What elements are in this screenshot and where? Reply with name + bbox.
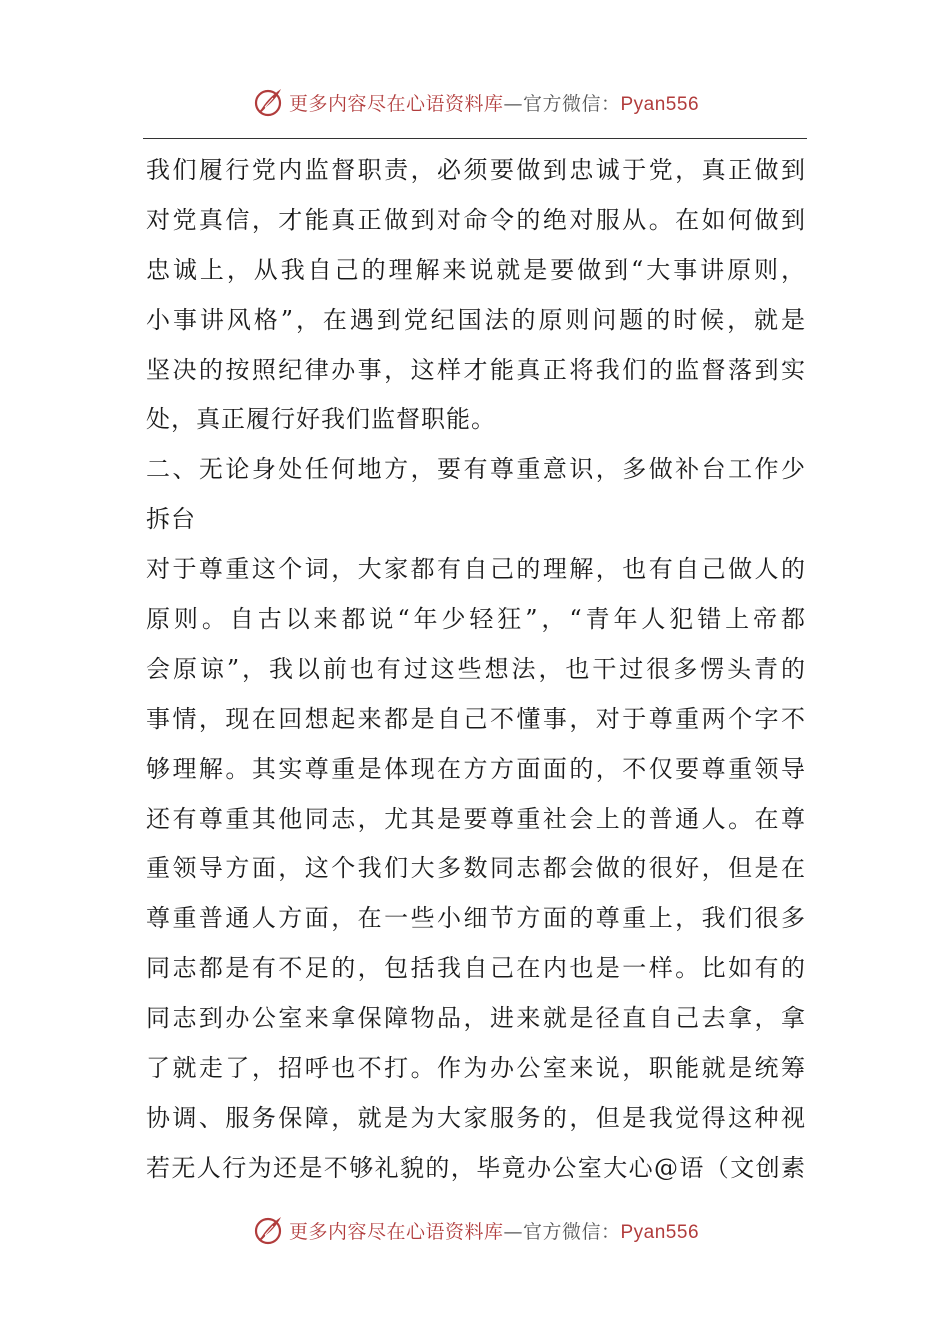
header-banner xyxy=(0,82,950,122)
text-line: 同志到办公室来拿保障物品，进来就是径直自己去拿，拿 xyxy=(146,1004,806,1033)
footer-banner xyxy=(0,1210,950,1250)
banner-dash: — xyxy=(503,1220,523,1243)
text-line: 对党真信，才能真正做到对命令的绝对服从。在如何做到 xyxy=(146,205,806,234)
banner-wechat-id: Pyan556 xyxy=(620,93,700,115)
banner-main-text: 更多内容尽在心语资料库 xyxy=(288,92,504,115)
text-line: 坚决的按照纪律办事，这样才能真正将我们的监督落到实 xyxy=(146,355,806,384)
banner-wechat-label: 官方微信： xyxy=(522,1220,621,1243)
text-line: 协调、服务保障，就是为大家服务的，但是我觉得这种视 xyxy=(146,1103,806,1132)
text-line: 事情，现在回想起来都是自己不懂事，对于尊重两个字不 xyxy=(146,704,806,733)
text-line: 对于尊重这个词，大家都有自己的理解，也有自己做人的 xyxy=(146,555,806,584)
text-line: 若无人行为还是不够礼貌的，毕竟办公室大心@语（文创素 xyxy=(146,1153,806,1182)
text-line: 会原谅”，我以前也有过这些想法，也干过很多愣头青的 xyxy=(146,654,806,683)
text-line: 原则。自古以来都说“年少轻狂”，“青年人犯错上帝都 xyxy=(146,605,806,634)
section-heading-line: 拆台 xyxy=(146,505,196,534)
text-line: 同志都是有不足的，包括我自己在内也是一样。比如有的 xyxy=(146,954,806,983)
section-heading-line: 二、无论身处任何地方，要有尊重意识，多做补台工作少 xyxy=(146,455,806,484)
banner-main-text: 更多内容尽在心语资料库 xyxy=(288,1220,504,1243)
text-line: 忠诚上，从我自己的理解来说就是要做到“大事讲原则， xyxy=(146,255,806,284)
text-line: 尊重普通人方面，在一些小细节方面的尊重上，我们很多 xyxy=(146,904,806,933)
text-line: 重领导方面，这个我们大多数同志都会做的很好，但是在 xyxy=(146,854,806,883)
banner-wechat-id: Pyan556 xyxy=(620,1221,700,1243)
banner-text xyxy=(289,89,699,116)
text-line: 处，真正履行好我们监督职能。 xyxy=(146,405,496,434)
text-line: 我们履行党内监督职责，必须要做到忠诚于党，真正做到 xyxy=(146,156,806,184)
text-line: 够理解。其实尊重是体现在方方面面的，不仅要尊重领导 xyxy=(146,754,806,783)
text-line: 了就走了，招呼也不打。作为办公室来说，职能就是统筹 xyxy=(146,1054,806,1083)
quill-pen-logo-icon xyxy=(251,85,285,119)
header-divider xyxy=(143,138,807,139)
banner-dash: — xyxy=(503,92,523,115)
quill-pen-logo-icon xyxy=(251,1213,285,1247)
text-line: 还有尊重其他同志，尤其是要尊重社会上的普通人。在尊 xyxy=(146,804,806,833)
banner-wechat-label: 官方微信： xyxy=(522,92,621,115)
text-line: 小事讲风格”，在遇到党纪国法的原则问题的时候，就是 xyxy=(146,305,806,334)
banner-text xyxy=(289,1217,699,1244)
document-body xyxy=(146,146,806,1194)
